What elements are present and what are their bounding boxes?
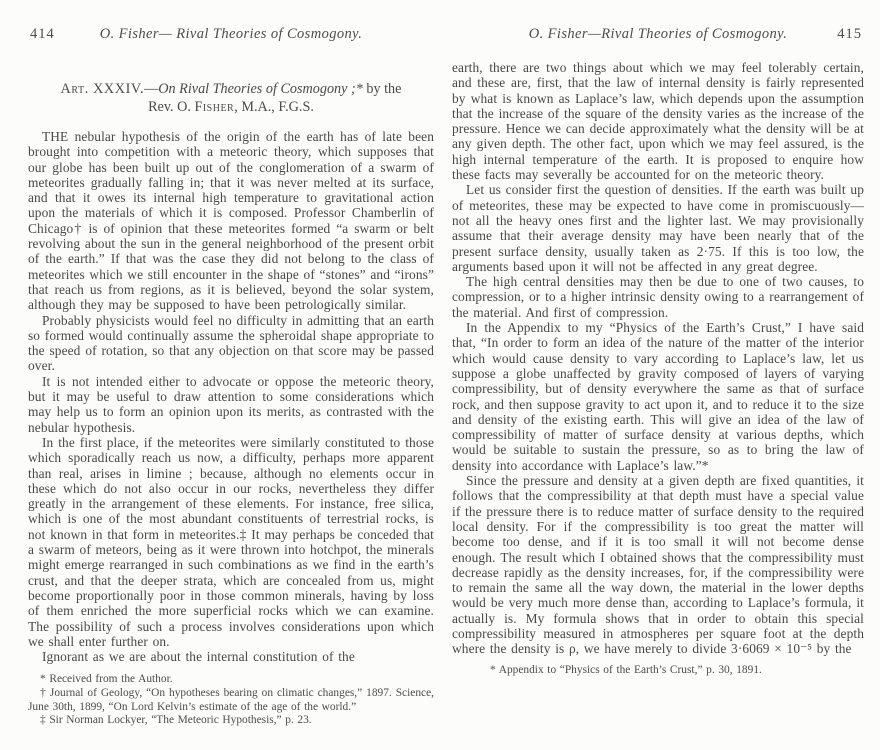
paragraph: The high central densities may then be due to one of two causes, to compression, or to a higher intrinsic density owing to a rearrangement of the material. And first of compression. [452, 274, 864, 320]
right-page-body [452, 60, 864, 657]
article-title: On Rival Theories of Cosmogony ;* [158, 81, 363, 97]
left-page-footnotes [28, 673, 434, 727]
article-dash: — [144, 81, 159, 97]
paragraph: Since the pressure and density at a given depth are fixed quantities, it follows that the compressibility at that depth must have a special value if the pressure there is to reduce matter of surface density to the required local density. For if the compressibility is too great the matter will become too dense, and if it is too small it will not become dense enough. The result which I obtained shows that the compressibility must decrease rapidly as the density increases, for, if the compressibility were to remain the same all the way down, the material in the lower depths would be very much more dense than, according to Laplace’s formula, it actually is. My formula shows that in order to obtain this special compressibility measured in atmospheres per square foot at the depth where the density is ρ, we have merely to divide 3·6069 × 10⁻⁵ by the [452, 473, 864, 657]
article-heading [28, 80, 434, 116]
footnote: * Received from the Author. [40, 673, 173, 686]
right-page-number: 415 [837, 26, 862, 42]
author-prefix: Rev. O. [148, 99, 195, 115]
paragraph: THE nebular hypothesis of the origin of the earth has of late been brought into competition with a meteoric theory, which supposes that our globe has been built up out of the conglomeration of a swarm of meteorites gradually falling in; that it was never melted at its surface, and that it owes its internal high temperature to gravitational action upon the materials of which it is composed. Professor Chamberlin of Chicago† is of opinion that these meteorites formed “a swarm or belt revolving about the sun in the general neighborhood of the present orbit of the earth.” If that was the case they did not belong to the class of meteorites which we still encounter in the shape of “stones” and “irons” that reach us from regions, as it is believed, beyond the solar system, although they may be supposed to have been petrologically similar. [28, 129, 435, 313]
left-page-header [28, 26, 434, 46]
author-name: Fisher [194, 99, 235, 115]
right-page [452, 26, 864, 677]
paragraph: Probably physicists would feel no difficulty in admitting that an earth so formed would continually assume the spheroidal shape appropriate to the speed of rotation, so that any objection on that score may be passed over. [28, 312, 434, 374]
author-suffix: , M.A., F.G.S. [234, 99, 314, 115]
footnote: * Appendix to “Physics of the Earth’s Crust,” p. 30, 1891. [490, 663, 762, 676]
article-byline-suffix: by the [362, 81, 402, 97]
right-page-header [452, 26, 864, 46]
paragraph: earth, there are two things about which we may feel tolerably certain, and these are, first, that the law of internal density is fairly represented by what is known as Laplace’s law, which depends upon the assumption that the increase of the square of the density varies as the increase of the pressure. Hence we can decide approximately what the density will be at any given depth. The other fact, upon which we may feel assured, is the high internal temperature of the earth. It is proposed to enquire how these facts may severally be accounted for on the meteoric theory. [452, 60, 864, 183]
left-page-number: 414 [30, 26, 55, 42]
paragraph: In the first place, if the meteorites were similarly constituted to those which sporadically reach us now, a difficulty, perhaps more apparent than real, arises in limine ; because, although no elements occur in these which do not also occur in our rocks, nevertheless they differ greatly in the arrangement of these elements. For instance, free silica, which is one of the most abundant constituents of terrestrial rocks, is not known in that form in meteorites.‡ It may perhaps be conceded that a swarm of meteors, being as it were thrown into hotchpot, the minerals might emerge rearranged in such combinations as we find in the earth’s crust, and that the deeper strata, which are concealed from us, might become proportionally poor in those common minerals, having by loss of them enriched the more superficial rocks which we can examine. The possibility of such a process involves considerations upon which we shall enter further on. [28, 434, 435, 649]
left-page [28, 26, 434, 728]
author-line [28, 98, 434, 116]
paragraph: In the Appendix to my “Physics of the Earth’s Crust,” I have said that, “In order to form an idea of the nature of the matter of the interior which would cause density to vary according to Laplace’s law, let us suppose a globe unaffected by gravity composed of layers of varying compressibility, but of density everywhere the same as that of surface rock, and then suppose gravity to act upon it, and to reduce it to the size and density of the existing earth. This will give an idea of the law of compressibility of matter of surface density at various depths, which would be suitable to sustain the pressure, so as to bring the law of density into accordance with Laplace’s law.”* [452, 320, 864, 473]
left-page-body [28, 129, 434, 664]
left-running-title: O. Fisher— Rival Theories of Cosmogony. [99, 26, 363, 42]
right-running-title: O. Fisher—Rival Theories of Cosmogony. [528, 26, 788, 42]
paragraph: Ignorant as we are about the internal constitution of the [42, 649, 355, 665]
article-number: Art. XXXIV. [60, 81, 145, 97]
paragraph: Let us consider first the question of densities. If the earth was built up of meteorites, these may be expected to have come in promiscuously—not all the heavy ones first and the lighter last. We may provisionally assume that their average density may have been nearly that of the present surface density, usually taken as 2·75. If this is too low, the arguments based upon it will not be affected in any great degree. [452, 182, 864, 274]
footnote: ‡ Sir Norman Lockyer, “The Meteoric Hypothesis,” p. 23. [40, 714, 312, 727]
article-title-line [28, 80, 434, 98]
paragraph: It is not intended either to advocate or oppose the meteoric theory, but it may be useful to draw attention to some considerations which may help us to form an opinion upon its merits, as contrasted with the nebular hypothesis. [28, 373, 434, 435]
right-page-footnotes [452, 664, 864, 678]
footnote: † Journal of Geology, “On hypotheses bearing on climatic changes,” 1897. Science, June 30th, 1899, “On Lord Kelvin’s estimate of the age of the world.” [28, 686, 434, 713]
